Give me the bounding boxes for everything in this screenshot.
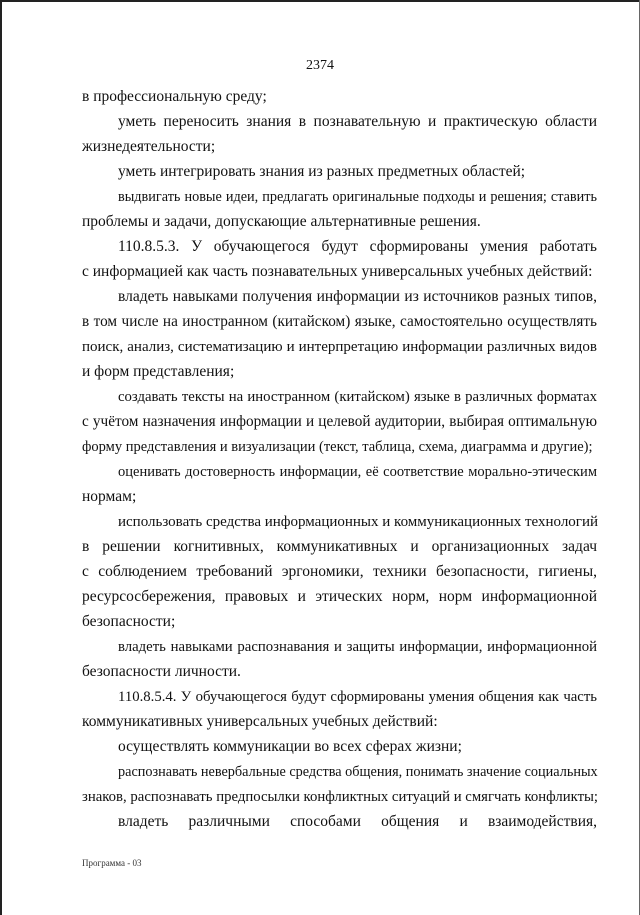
text-line: безопасности; xyxy=(82,613,176,630)
text-line: создавать тексты на иностранном (китайском) языке в различных форматах xyxy=(118,389,597,405)
text-line: проблемы и задачи, допускающие альтернативные решения. xyxy=(82,213,481,230)
text-line: форму представления и визуализации (текст, таблица, схема, диаграмма и другие); xyxy=(82,439,593,455)
text-line: поиск, анализ, систематизацию и интерпретацию информации различных видов xyxy=(82,339,597,355)
text-line: в профессиональную среду; xyxy=(82,88,267,105)
text-line: владеть навыками распознавания и защиты информации, информационной xyxy=(118,639,597,655)
text-line: уметь интегрировать знания из разных предметных областей; xyxy=(118,163,526,180)
text-line: нормам; xyxy=(82,488,137,505)
text-line: жизнедеятельности; xyxy=(82,138,216,155)
text-line: распознавать невербальные средства общения, понимать значение социальных xyxy=(118,764,598,780)
page-edge-left xyxy=(0,0,2,915)
page-number: 2374 xyxy=(306,58,334,73)
text-line: коммуникативных универсальных учебных действий: xyxy=(82,713,438,730)
text-line: уметь переносить знания в познавательную и практическую области xyxy=(118,113,597,130)
text-line: осуществлять коммуникации во всех сферах жизни; xyxy=(118,738,462,755)
text-line: знаков, распознавать предпосылки конфликтных ситуаций и смягчать конфликты; xyxy=(82,789,599,805)
footer-label: Программа - 03 xyxy=(82,858,142,868)
text-line: оценивать достоверность информации, её соответствие морально-этическим xyxy=(118,464,597,480)
text-line: 110.8.5.3. У обучающегося будут сформированы умения работать xyxy=(118,238,597,255)
text-line: ресурсосбережения, правовых и этических норм, норм информационной xyxy=(82,588,597,605)
text-line: с учётом назначения информации и целевой аудитории, выбирая оптимальную xyxy=(82,413,597,430)
text-line: выдвигать новые идеи, предлагать оригинальные подходы и решения; ставить xyxy=(118,189,597,205)
text-line: с соблюдением требований эргономики, техники безопасности, гигиены, xyxy=(82,563,597,580)
text-line: безопасности личности. xyxy=(82,663,241,680)
text-line: владеть различными способами общения и взаимодействия, xyxy=(118,813,597,830)
text-line: в решении когнитивных, коммуникативных и организационных задач xyxy=(82,538,597,555)
text-line: с информацией как часть познавательных универсальных учебных действий: xyxy=(82,263,593,280)
page-edge-top xyxy=(0,0,640,2)
text-line: использовать средства информационных и коммуникационных технологий xyxy=(118,514,599,530)
text-line: и форм представления; xyxy=(82,363,235,380)
text-line: владеть навыками получения информации из источников разных типов, xyxy=(118,288,597,305)
text-line: в том числе на иностранном (китайском) языке, самостоятельно осуществлять xyxy=(82,313,597,330)
text-line: 110.8.5.4. У обучающегося будут сформированы умения общения как часть xyxy=(118,689,597,705)
